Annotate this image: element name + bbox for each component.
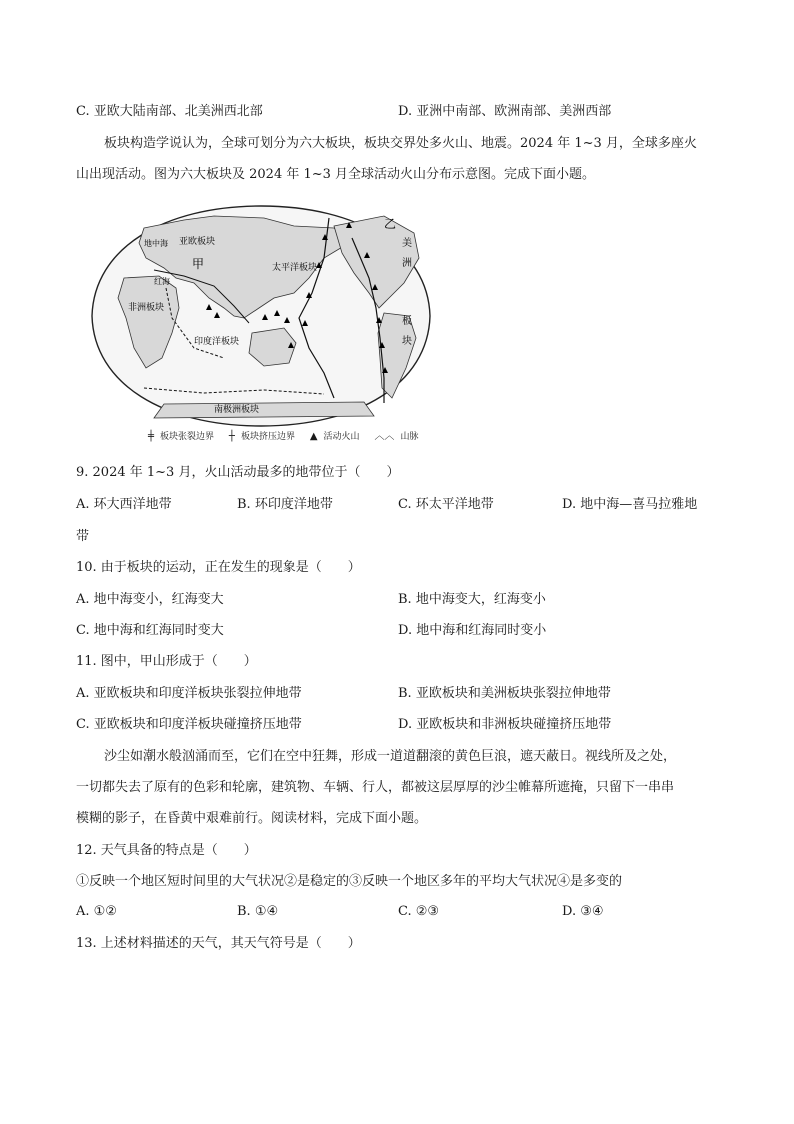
intro2-line3: 模糊的影子，在昏黄中艰难前行。阅读材料，完成下面小题。 bbox=[76, 811, 428, 826]
legend-volcano: ▲ 活动火山 bbox=[309, 431, 360, 442]
q11-stem: 11. 图中，甲山形成于（ ） bbox=[76, 654, 257, 669]
label-mediterranean: 地中海 bbox=[144, 239, 168, 248]
label-indian: 印度洋板块 bbox=[194, 336, 240, 346]
label-americas-4: 块 bbox=[402, 336, 412, 347]
q12-option-c: C. ②③ bbox=[398, 904, 440, 919]
convergent-boundary-icon: ┼ bbox=[228, 431, 235, 442]
q10-option-d: D. 地中海和红海同时变小 bbox=[398, 623, 547, 638]
label-eurasia: 亚欧板块 bbox=[179, 236, 216, 246]
label-redsea: 红海 bbox=[154, 277, 170, 286]
q9-stem: 9. 2024 年 1~3 月，火山活动最多的地带位于（ ） bbox=[76, 465, 400, 480]
q12-stem: 12. 天气具备的特点是（ ） bbox=[76, 843, 257, 858]
q10-stem: 10. 由于板块的运动，正在发生的现象是（ ） bbox=[76, 560, 361, 575]
plate-map-svg bbox=[84, 198, 438, 434]
intro2-line1: 沙尘如潮水般汹涌而至，它们在空中狂舞，形成一道道翻滚的黄色巨浪，遮天蔽日。视线所及之处， bbox=[104, 749, 677, 764]
legend-mountain: ︿︿ 山脉 bbox=[374, 431, 419, 442]
divergent-boundary-icon: ╪ bbox=[148, 431, 155, 442]
q12-option-a: A. ①② bbox=[76, 904, 117, 919]
volcano-icon: ▲ bbox=[309, 431, 318, 442]
intro2-line2: 一切都失去了原有的色彩和轮廓，建筑物、车辆、行人，都被这层厚厚的沙尘帷幕所遮掩，只留下一串串 bbox=[76, 780, 675, 795]
map-legend bbox=[148, 430, 430, 444]
q11-option-d: D. 亚欧板块和非洲板块碰撞挤压地带 bbox=[398, 717, 612, 732]
q8-option-d: D. 亚洲中南部、欧洲南部、美洲西部 bbox=[398, 104, 612, 119]
q10-option-a: A. 地中海变小，红海变大 bbox=[76, 592, 224, 607]
label-pacific: 太平洋板块 bbox=[272, 262, 318, 272]
q12-option-d: D. ③④ bbox=[562, 904, 604, 919]
label-africa: 非洲板块 bbox=[128, 302, 165, 312]
q10-option-c: C. 地中海和红海同时变大 bbox=[76, 623, 224, 638]
q12-items: ①反映一个地区短时间里的大气状况②是稳定的③反映一个地区多年的平均大气状况④是多变的 bbox=[76, 874, 623, 889]
label-americas-3: 板 bbox=[402, 316, 412, 327]
intro1-line2: 山出现活动。图为六大板块及 2024 年 1~3 月全球活动火山分布示意图。完成下面小题。 bbox=[76, 167, 596, 182]
q11-option-a: A. 亚欧板块和印度洋板块张裂拉伸地带 bbox=[76, 686, 302, 701]
q11-option-b: B. 亚欧板块和美洲板块张裂拉伸地带 bbox=[398, 686, 611, 701]
q9-option-b: B. 环印度洋地带 bbox=[237, 497, 333, 512]
q9-option-d-cont: 带 bbox=[76, 529, 90, 544]
q9-option-c: C. 环太平洋地带 bbox=[398, 497, 494, 512]
q13-stem: 13. 上述材料描述的天气，其天气符号是（ ） bbox=[76, 936, 361, 951]
legend-divergent: ╪ 板块张裂边界 bbox=[148, 431, 215, 442]
label-yi: 乙 bbox=[384, 217, 397, 231]
label-jia: 甲 bbox=[192, 257, 205, 271]
q9-option-a: A. 环大西洋地带 bbox=[76, 497, 172, 512]
mountain-icon: ︿︿ bbox=[374, 431, 395, 442]
plate-map-figure bbox=[84, 198, 438, 448]
antarctica-landmass bbox=[154, 402, 374, 418]
q11-option-c: C. 亚欧板块和印度洋板块碰撞挤压地带 bbox=[76, 717, 302, 732]
label-americas-2: 洲 bbox=[402, 258, 412, 269]
q8-option-c: C. 亚欧大陆南部、北美洲西北部 bbox=[76, 104, 263, 119]
q10-option-b: B. 地中海变大，红海变小 bbox=[398, 592, 546, 607]
legend-convergent: ┼ 板块挤压边界 bbox=[228, 431, 295, 442]
q9-option-d: D. 地中海—喜马拉雅地 bbox=[562, 497, 698, 512]
label-antarctic: 南极洲板块 bbox=[214, 404, 260, 414]
label-americas-1: 美 bbox=[402, 238, 412, 249]
intro1-line1: 板块构造学说认为，全球可划分为六大板块，板块交界处多火山、地震。2024 年 1~3 月，全球多座火 bbox=[104, 136, 697, 151]
q12-option-b: B. ①④ bbox=[237, 904, 279, 919]
